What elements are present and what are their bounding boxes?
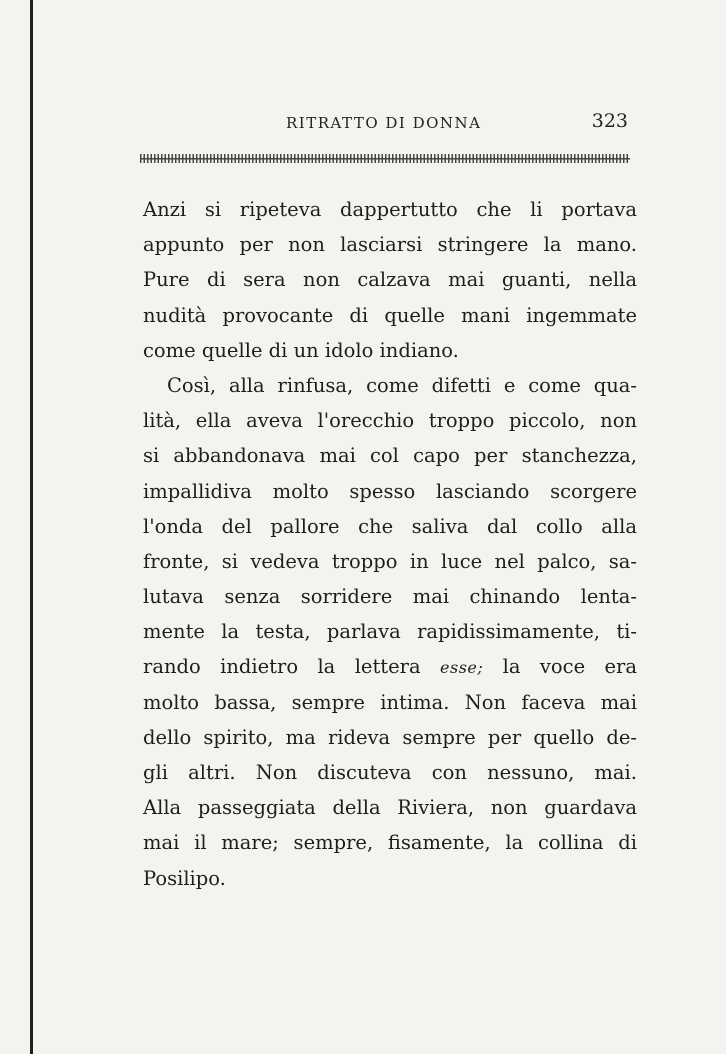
- running-header: [140, 110, 640, 140]
- text-line: mente la testa, parlava rapidissimamente, ti-: [143, 620, 637, 644]
- italic-word: esse;: [440, 658, 484, 678]
- text-line: Posilipo.: [143, 866, 226, 890]
- running-title: RITRATTO DI DONNA: [286, 114, 482, 132]
- body-text: [143, 192, 637, 896]
- text-line: Alla passeggiata della Riviera, non guardava: [143, 796, 637, 820]
- text-line: gli altri. Non discuteva con nessuno, mai.: [143, 761, 637, 784]
- text-line: l'onda del pallore che saliva dal collo alla: [143, 514, 637, 538]
- text-line: impallidiva molto spesso lasciando scorgere: [143, 479, 637, 503]
- text-line: lità, ella aveva l'orecchio troppo piccolo, non: [143, 409, 637, 433]
- text-line: fronte, si vedeva troppo in luce nel palco, sa-: [143, 549, 637, 573]
- text-line: appunto per non lasciarsi stringere la mano.: [143, 233, 637, 257]
- text-line-with-italic: [143, 649, 637, 684]
- ornamental-rule: [140, 154, 630, 163]
- text-line: si abbandonava mai col capo per stanchezza,: [143, 444, 637, 468]
- text-line: come quelle di un idolo indiano.: [143, 338, 459, 362]
- text-line: mai il mare; sempre, fisamente, la collina di: [143, 831, 637, 855]
- page-binding-edge: [30, 0, 33, 1054]
- text-segment: rando indietro la lettera: [143, 655, 421, 679]
- page-number: 323: [591, 110, 628, 132]
- text-line: dello spirito, ma rideva sempre per quello de-: [143, 725, 637, 749]
- text-segment: la voce era: [502, 655, 638, 679]
- text-line: molto bassa, sempre intima. Non faceva mai: [143, 690, 637, 714]
- text-line: Pure di sera non calzava mai guanti, nella: [143, 268, 637, 292]
- text-line: Anzi si ripeteva dappertutto che li portava: [143, 198, 637, 221]
- text-line: lutava senza sorridere mai chinando lenta-: [143, 585, 637, 609]
- text-line: Così, alla rinfusa, come difetti e come qua-: [167, 373, 637, 397]
- text-line: nudità provocante di quelle mani ingemmate: [143, 303, 637, 327]
